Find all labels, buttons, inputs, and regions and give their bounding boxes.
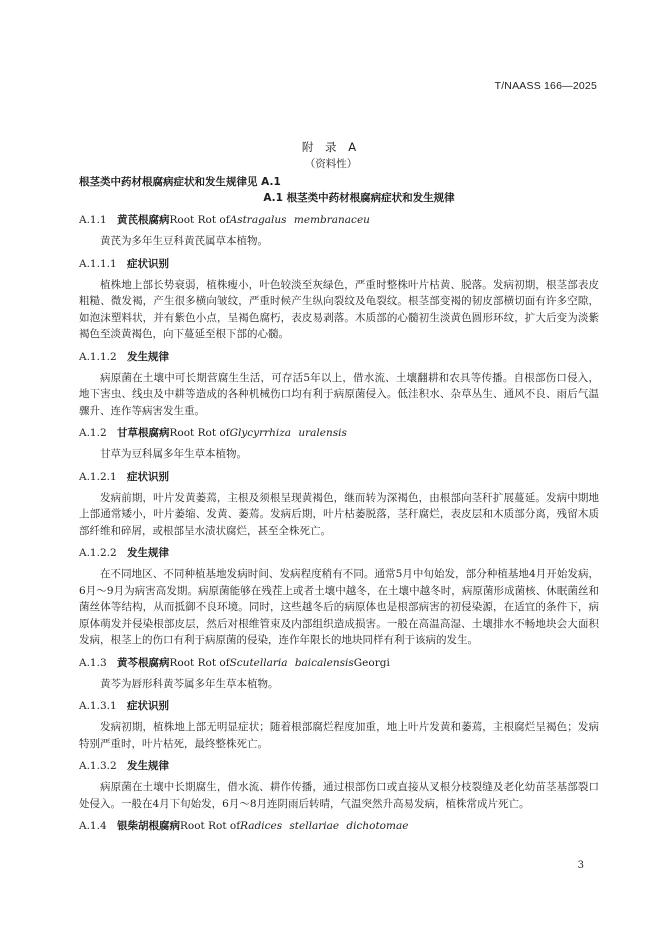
subsection-heading xyxy=(79,758,599,774)
section-heading xyxy=(79,818,599,834)
scientific-name: Scutellaria baicalensis xyxy=(229,656,354,669)
subsection-title: 发生规律 xyxy=(127,350,169,363)
subsection-number: A.1.3.1 xyxy=(79,700,117,712)
paragraph: 黄芪为多年生豆科黄芪属草本植物。 xyxy=(100,235,268,247)
section-heading xyxy=(79,655,599,671)
subsection-heading xyxy=(79,349,599,365)
paragraph: 甘草为豆科属多年生草本植物。 xyxy=(100,448,247,460)
subsection-number: A.1.2.2 xyxy=(79,547,117,559)
page-number: 3 xyxy=(577,860,584,871)
section-title: 银柴胡根腐病 xyxy=(117,820,180,832)
paragraph: 发病前期，叶片发黄萎蔫，主根及须根呈现黄褐色，继而转为深褐色，由根部向茎秆扩展蔓延。发病中期地上部通常矮小，叶片萎缩、发黄、萎蔫。发病后期，叶片枯萎脱落，茎秆腐烂，表皮层和木质部分离，残留木质部纤维和碎屑，或根部呈水渍状腐烂，甚至全株死亡。 xyxy=(79,491,599,537)
document-body xyxy=(79,174,599,834)
section-number: A.1.1 xyxy=(79,214,107,226)
paragraph: 病原菌在土壤中长期腐生，借水流、耕作传播，通过根部伤口或直接从叉根分枝裂缝及老化幼苗茎基部裂口处侵入。一般在4月下旬始发，6月～8月连阴雨后转晴，气温突然升高易发病，植株常成片死亡。 xyxy=(79,781,599,810)
scientific-name: Glycyrrhiza uralensis xyxy=(229,427,347,439)
subsection-heading xyxy=(79,256,599,272)
subsection-number: A.1.1.1 xyxy=(79,257,117,270)
subsection-heading xyxy=(79,698,599,714)
section-title: 黄芩根腐病 xyxy=(117,656,170,669)
section-en-title: Root Rot of xyxy=(180,820,241,832)
subsection-title: 症状识别 xyxy=(127,700,169,712)
section-heading xyxy=(79,212,599,228)
section-title: 甘草根腐病 xyxy=(117,427,170,439)
subsection-number: A.1.2.1 xyxy=(79,470,117,483)
paragraph: 发病初期，植株地上部无明显症状；随着根部腐烂程度加重，地上叶片发黄和萎蔫，主根腐烂呈褐色；发病特别严重时，叶片枯死，最终整株死亡。 xyxy=(79,721,599,750)
section-number: A.1.3 xyxy=(79,656,107,669)
annex-title: 附 录 A xyxy=(301,140,361,154)
section-title: 黄芪根腐病 xyxy=(117,214,170,226)
annex-subtitle: （资料性） xyxy=(304,158,358,170)
subsection-heading xyxy=(79,469,599,485)
paragraph: 病原菌在土壤中可长期营腐生生活，可存活5年以上，借水流、土壤翻耕和农具等传播。自根部伤口侵入，地下害虫、线虫及中耕等造成的各种机械伤口均有利于病原菌侵入。低洼积水、杂草丛生、通风不良、雨后气温骤升、连作等病害发生重。 xyxy=(79,371,599,417)
subsection-title: 症状识别 xyxy=(127,470,169,483)
subsection-number: A.1.1.2 xyxy=(79,350,117,363)
section-heading xyxy=(79,425,599,441)
paragraph: 在不同地区、不同种植基地发病时间、发病程度稍有不同。通常5月中旬始发，部分种植基地4月开始发病，6月～9月为病害高发期。病原菌能够在残茬上或者土壤中越冬，在土壤中越冬时，病原菌形成菌核、休眠菌丝和菌丝体等结构，从而抵御不良环境。同时，这些越冬后的病原体也是根部病害的初侵染源，在适宜的条件下，病原体萌发并侵染根部皮层，然后对根维管束及内部组织造成损害。一般在高温高湿、土壤排水不畅地块会大面积发病，根茎上的伤口有利于病原菌的侵染，连作年限长的地块同样有利于该病的发生。 xyxy=(79,568,599,646)
scientific-name: Radices stellariae dichotomae xyxy=(240,820,409,832)
subsection-heading xyxy=(79,545,599,561)
subsection-title: 发生规律 xyxy=(127,760,169,772)
section-number: A.1.4 xyxy=(79,820,107,832)
subsection-number: A.1.3.2 xyxy=(79,760,117,772)
scientific-name: Astragalus membranaceu xyxy=(229,214,370,226)
paragraph: 黄芩为唇形科黄芩属多年生草本植物。 xyxy=(100,677,279,690)
table-title: A.1 根茎类中药材根腐病症状和发生规律 xyxy=(263,192,455,204)
section-en-title: Root Rot of xyxy=(169,656,230,669)
lead-line: 根茎类中药材根腐病症状和发生规律见 A.1 xyxy=(79,176,281,188)
subsection-title: 发生规律 xyxy=(127,547,169,559)
section-en-title: Root Rot of xyxy=(169,214,230,226)
author-name: Georgi xyxy=(353,656,390,669)
standard-number: T/NAASS 166—2025 xyxy=(494,80,597,92)
section-number: A.1.2 xyxy=(79,427,107,439)
section-en-title: Root Rot of xyxy=(169,427,230,439)
paragraph: 植株地上部长势衰弱，植株瘦小，叶色较淡至灰绿色，严重时整株叶片枯黄、脱落。发病初期，根茎部表皮粗糙、微发褐，产生很多横向皱纹，严重时候产生纵向裂纹及龟裂纹。根茎部变褐的韧皮部横切面有许多空隙，如泡沫塑料状，并有紫色小点，呈褐色腐朽，表皮易剥落。木质部的心髓初生淡黄色圆形环纹，扩大后变为淡紫褐色至淡黄褐色，向下蔓延至根下部的心髓。 xyxy=(79,278,599,340)
subsection-title: 症状识别 xyxy=(127,257,169,270)
